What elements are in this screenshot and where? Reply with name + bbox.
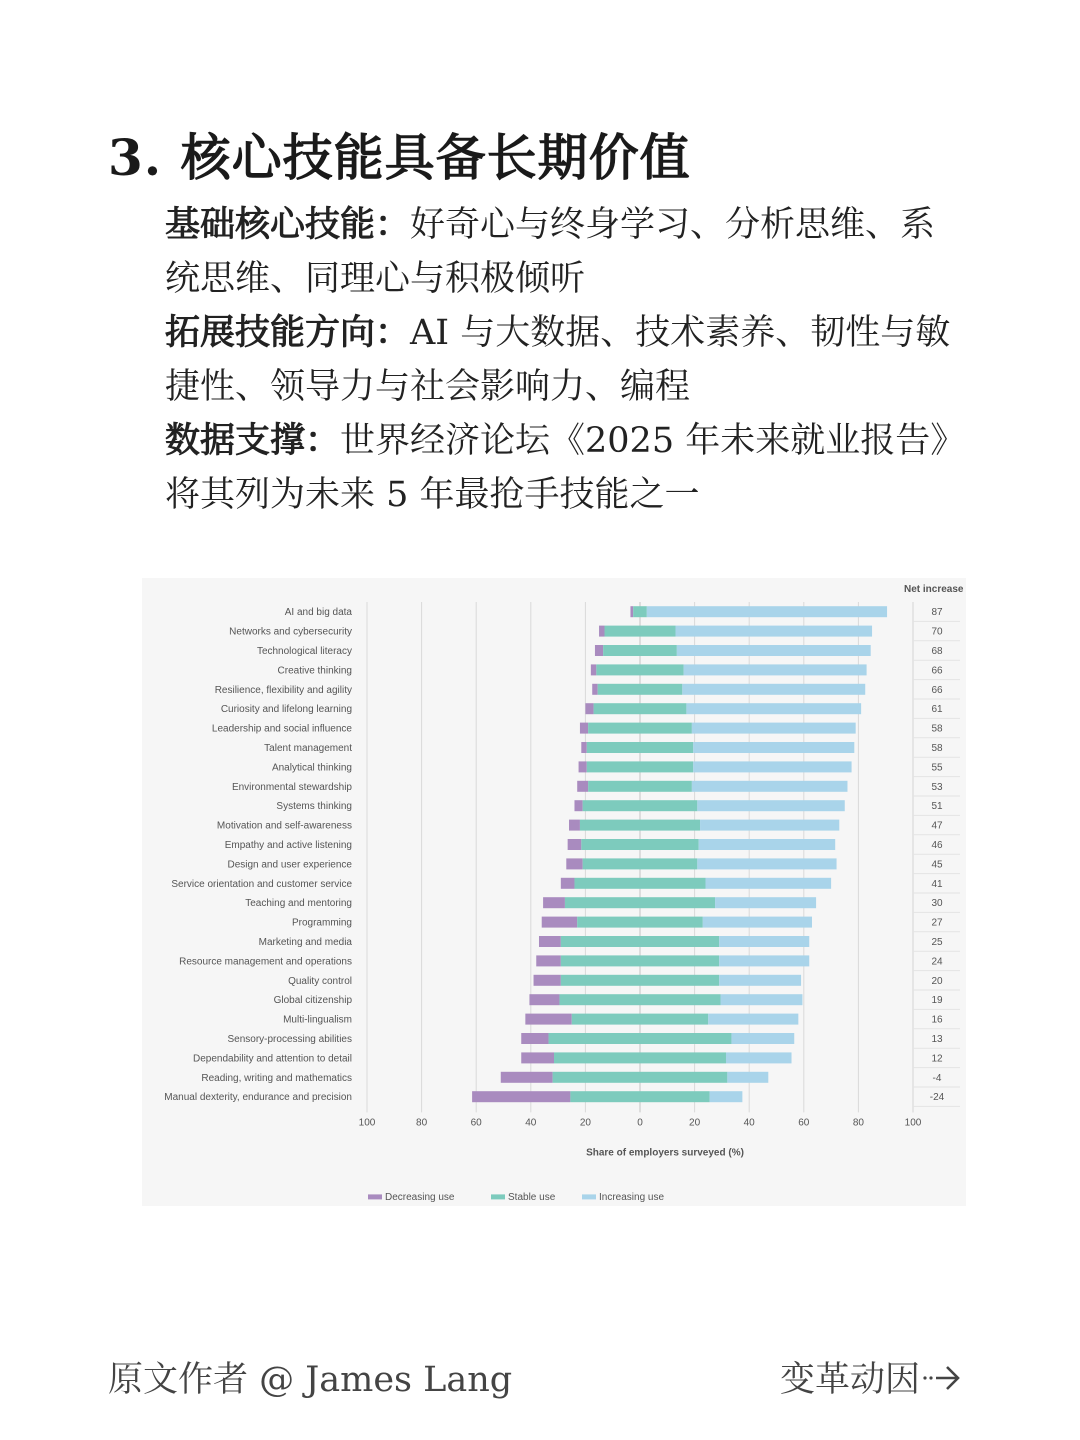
bar-decreasing bbox=[599, 626, 604, 637]
bar-stable bbox=[587, 761, 693, 772]
bar-increasing bbox=[686, 703, 861, 714]
bar-decreasing bbox=[472, 1091, 570, 1102]
legend-swatch bbox=[491, 1194, 505, 1199]
x-tick-label: 100 bbox=[904, 1117, 922, 1129]
bar-stable bbox=[572, 1014, 709, 1025]
x-tick-label: 40 bbox=[743, 1117, 755, 1129]
category-label: Leadership and social influence bbox=[211, 723, 352, 735]
category-label: Sensory-processing abilities bbox=[227, 1034, 352, 1045]
category-label: Curiosity and lifelong learning bbox=[220, 704, 352, 716]
category-label: Design and user experience bbox=[227, 859, 352, 871]
bar-stable bbox=[565, 897, 715, 908]
bar-decreasing bbox=[534, 975, 561, 986]
net-increase-value: 66 bbox=[931, 665, 943, 677]
category-label: Networks and cybersecurity bbox=[229, 626, 352, 638]
bar-stable bbox=[581, 839, 698, 850]
category-label: Creative thinking bbox=[277, 665, 352, 677]
arrow-right-icon bbox=[922, 1359, 962, 1395]
bar-decreasing bbox=[542, 917, 577, 928]
bar-increasing bbox=[708, 1014, 798, 1025]
bar-stable bbox=[577, 917, 703, 928]
category-label: Resource management and operations bbox=[179, 956, 352, 968]
net-increase-value: 20 bbox=[931, 975, 943, 987]
bar-decreasing bbox=[592, 684, 597, 695]
bar-decreasing bbox=[569, 820, 580, 831]
net-increase-value: 87 bbox=[931, 607, 943, 619]
bar-increasing bbox=[700, 820, 839, 831]
bar-decreasing bbox=[585, 703, 593, 714]
bar-stable bbox=[583, 858, 698, 869]
point-text: 好奇心与终身学习、分析思维、系统思维、同理心与积极倾听 bbox=[165, 205, 936, 299]
legend-label: Increasing use bbox=[599, 1191, 665, 1203]
bar-increasing bbox=[721, 994, 803, 1005]
x-axis-label: Share of employers surveyed (%) bbox=[586, 1147, 744, 1159]
bar-stable bbox=[554, 1052, 726, 1063]
category-label: Multi-lingualism bbox=[283, 1014, 352, 1026]
bar-decreasing bbox=[595, 645, 603, 656]
net-increase-value: -4 bbox=[932, 1072, 942, 1084]
next-link-label: 变革动因 bbox=[779, 1360, 920, 1400]
net-increase-value: 30 bbox=[931, 898, 943, 910]
legend-label: Stable use bbox=[508, 1191, 556, 1203]
bar-increasing bbox=[727, 1072, 768, 1083]
net-increase-value: 27 bbox=[931, 917, 943, 929]
net-increase-header: Net increase bbox=[904, 584, 964, 595]
category-label: Talent management bbox=[264, 743, 352, 754]
category-label: Analytical thinking bbox=[271, 762, 352, 774]
net-increase-value: 12 bbox=[931, 1053, 943, 1065]
net-increase-value: 41 bbox=[931, 878, 943, 890]
bar-increasing bbox=[697, 800, 844, 811]
category-label: AI and big data bbox=[284, 607, 352, 619]
key-points bbox=[165, 198, 955, 522]
net-increase-value: 46 bbox=[931, 840, 943, 851]
bar-decreasing bbox=[561, 878, 575, 889]
next-link[interactable] bbox=[780, 1352, 962, 1402]
net-increase-value: 68 bbox=[931, 646, 943, 657]
bar-stable bbox=[561, 955, 719, 966]
x-tick-label: 0 bbox=[637, 1117, 643, 1129]
bar-decreasing bbox=[574, 800, 582, 811]
point-core-skills bbox=[165, 198, 955, 306]
bar-increasing bbox=[647, 606, 887, 617]
category-label: Programming bbox=[291, 917, 352, 929]
bar-decreasing bbox=[539, 936, 561, 947]
bar-increasing bbox=[703, 917, 812, 928]
bar-increasing bbox=[719, 936, 809, 947]
net-increase-value: 58 bbox=[931, 723, 943, 735]
net-increase-value: 45 bbox=[931, 859, 943, 871]
bar-stable bbox=[603, 645, 677, 656]
bar-increasing bbox=[675, 626, 872, 637]
skills-chart bbox=[142, 578, 966, 1206]
category-label: Resilience, flexibility and agility bbox=[214, 684, 352, 696]
bar-increasing bbox=[699, 839, 836, 850]
bar-stable bbox=[583, 800, 698, 811]
bar-stable bbox=[553, 1072, 728, 1083]
net-increase-value: 61 bbox=[931, 704, 943, 716]
net-increase-value: -24 bbox=[929, 1092, 945, 1104]
x-tick-label: 60 bbox=[798, 1117, 810, 1129]
bar-stable bbox=[570, 1091, 709, 1102]
point-expanded-skills bbox=[165, 306, 955, 414]
bar-increasing bbox=[692, 781, 848, 792]
bar-increasing bbox=[726, 1052, 792, 1063]
bar-decreasing bbox=[580, 723, 588, 734]
x-tick-label: 20 bbox=[579, 1117, 591, 1129]
category-label: Empathy and active listening bbox=[224, 840, 352, 851]
bar-stable bbox=[594, 703, 687, 714]
bar-increasing bbox=[693, 761, 851, 772]
bar-decreasing bbox=[543, 897, 565, 908]
category-label: Technological literacy bbox=[256, 646, 352, 657]
bar-increasing bbox=[715, 897, 816, 908]
bar-stable bbox=[587, 742, 693, 753]
bar-decreasing bbox=[591, 664, 596, 675]
bar-stable bbox=[605, 626, 676, 637]
bar-decreasing bbox=[525, 1014, 571, 1025]
bar-increasing bbox=[684, 664, 867, 675]
net-increase-value: 24 bbox=[931, 956, 943, 968]
net-increase-value: 70 bbox=[931, 626, 943, 638]
net-increase-value: 25 bbox=[931, 937, 943, 948]
bar-decreasing bbox=[566, 858, 582, 869]
point-label: 基础核心技能： bbox=[165, 204, 411, 245]
x-tick-label: 100 bbox=[358, 1117, 376, 1129]
bar-increasing bbox=[692, 723, 856, 734]
legend-swatch bbox=[368, 1194, 382, 1199]
bar-increasing bbox=[677, 645, 871, 656]
bar-stable bbox=[574, 878, 705, 889]
bar-stable bbox=[588, 723, 692, 734]
bar-decreasing bbox=[581, 742, 586, 753]
point-label: 拓展技能方向： bbox=[165, 312, 411, 353]
point-label: 数据支撑： bbox=[165, 420, 341, 461]
category-label: Reading, writing and mathematics bbox=[201, 1072, 352, 1084]
net-increase-value: 51 bbox=[931, 801, 943, 813]
author-credit: 原文作者 @ James Lang bbox=[108, 1360, 513, 1400]
legend-swatch bbox=[582, 1194, 596, 1199]
net-increase-value: 19 bbox=[931, 995, 943, 1007]
category-label: Manual dexterity, endurance and precision bbox=[164, 1092, 352, 1104]
category-label: Global citizenship bbox=[273, 995, 352, 1007]
category-label: Systems thinking bbox=[276, 801, 352, 813]
net-increase-value: 13 bbox=[931, 1034, 943, 1045]
x-tick-label: 40 bbox=[525, 1117, 537, 1129]
bar-stable bbox=[596, 664, 683, 675]
skills-chart-svg bbox=[142, 578, 966, 1206]
bar-stable bbox=[549, 1033, 732, 1044]
category-label: Environmental stewardship bbox=[231, 781, 352, 793]
net-increase-value: 55 bbox=[931, 762, 943, 774]
point-data-support bbox=[165, 414, 955, 522]
x-tick-label: 80 bbox=[416, 1117, 428, 1129]
bar-stable bbox=[561, 975, 719, 986]
bar-increasing bbox=[697, 858, 836, 869]
net-increase-value: 47 bbox=[931, 820, 943, 832]
bar-decreasing bbox=[577, 781, 588, 792]
bar-increasing bbox=[682, 684, 865, 695]
net-increase-value: 66 bbox=[931, 684, 943, 696]
bar-stable bbox=[598, 684, 683, 695]
category-label: Service orientation and customer service bbox=[171, 878, 352, 890]
category-label: Dependability and attention to detail bbox=[192, 1053, 352, 1065]
bar-increasing bbox=[693, 742, 854, 753]
net-increase-value: 58 bbox=[931, 743, 943, 754]
category-label: Quality control bbox=[288, 975, 352, 987]
page-title: 3. 核心技能具备长期价值 bbox=[108, 128, 691, 187]
bar-stable bbox=[588, 781, 692, 792]
x-tick-label: 20 bbox=[689, 1117, 701, 1129]
bar-stable bbox=[580, 820, 700, 831]
bar-decreasing bbox=[521, 1052, 554, 1063]
point-text: AI 与大数据、技术素养、韧性与敏捷性、领导力与社会影响力、编程 bbox=[165, 313, 951, 407]
bar-increasing bbox=[731, 1033, 794, 1044]
category-label: Marketing and media bbox=[258, 937, 352, 948]
category-label: Teaching and mentoring bbox=[245, 898, 352, 910]
point-text: 世界经济论坛《2025 年未来就业报告》将其列为未来 5 年最抢手技能之一 bbox=[165, 421, 948, 515]
x-tick-label: 60 bbox=[470, 1117, 482, 1129]
bar-increasing bbox=[710, 1091, 743, 1102]
bar-decreasing bbox=[630, 606, 633, 617]
bar-stable bbox=[559, 994, 720, 1005]
category-label: Motivation and self-awareness bbox=[216, 820, 352, 832]
bar-decreasing bbox=[536, 955, 561, 966]
bar-decreasing bbox=[501, 1072, 553, 1083]
net-increase-value: 53 bbox=[931, 781, 943, 793]
bar-increasing bbox=[719, 955, 809, 966]
net-increase-value: 16 bbox=[931, 1014, 943, 1026]
bar-decreasing bbox=[568, 839, 582, 850]
bar-decreasing bbox=[579, 761, 587, 772]
bar-increasing bbox=[706, 878, 832, 889]
legend-label: Decreasing use bbox=[385, 1191, 455, 1203]
bar-decreasing bbox=[521, 1033, 548, 1044]
x-tick-label: 80 bbox=[852, 1117, 864, 1129]
bar-stable bbox=[561, 936, 719, 947]
bar-stable bbox=[633, 606, 647, 617]
bar-decreasing bbox=[529, 994, 559, 1005]
bar-increasing bbox=[719, 975, 801, 986]
